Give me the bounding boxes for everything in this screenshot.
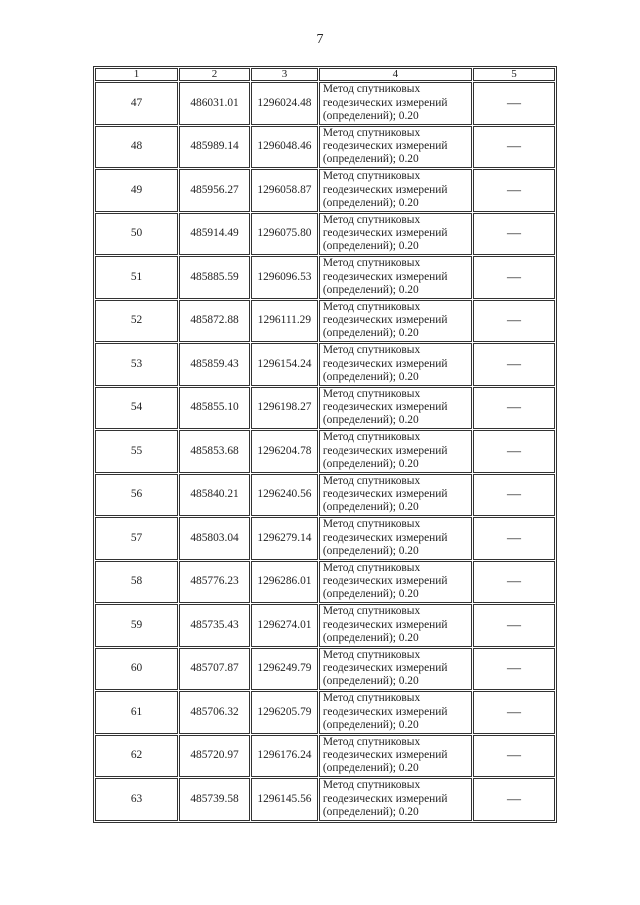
method-line: геодезических измерений (322, 792, 448, 805)
coord-x: 485707.87 (179, 648, 250, 691)
method-cell (319, 474, 472, 517)
method-line: Метод спутниковых (322, 126, 421, 139)
coord-x: 485872.88 (179, 300, 250, 343)
method-line: геодезических измерений (322, 444, 448, 457)
col5-dash: — (473, 82, 555, 125)
method-line: (определений); 0.20 (322, 196, 419, 209)
col5-dash: — (473, 604, 555, 647)
method-line: Метод спутниковых (322, 779, 421, 792)
coord-y: 1296205.79 (251, 691, 318, 734)
coord-y: 1296048.46 (251, 126, 318, 169)
point-number: 61 (95, 691, 178, 734)
coord-x: 485885.59 (179, 256, 250, 299)
coord-x: 485859.43 (179, 343, 250, 386)
coord-y: 1296274.01 (251, 604, 318, 647)
method-line: Метод спутниковых (322, 605, 421, 618)
col5-dash: — (473, 169, 555, 212)
table-row (95, 517, 555, 560)
method-line: Метод спутниковых (322, 257, 421, 270)
table-row (95, 256, 555, 299)
coord-y: 1296058.87 (251, 169, 318, 212)
point-number: 49 (95, 169, 178, 212)
coord-y: 1296075.80 (251, 213, 318, 256)
method-line: (определений); 0.20 (322, 457, 419, 470)
point-number: 50 (95, 213, 178, 256)
coord-x: 485739.58 (179, 778, 250, 821)
table-body (95, 82, 555, 821)
point-number: 54 (95, 387, 178, 430)
table-row (95, 430, 555, 473)
col5-dash: — (473, 256, 555, 299)
method-line: Метод спутниковых (322, 170, 421, 183)
table-row (95, 387, 555, 430)
table-row (95, 474, 555, 517)
method-line: (определений); 0.20 (322, 805, 419, 818)
table-row (95, 735, 555, 778)
point-number: 48 (95, 126, 178, 169)
method-line: Метод спутниковых (322, 474, 421, 487)
col5-dash: — (473, 778, 555, 821)
method-line: геодезических измерений (322, 662, 448, 675)
method-line: геодезических измерений (322, 531, 448, 544)
method-cell (319, 778, 472, 821)
method-line: геодезических измерений (322, 140, 448, 153)
coordinates-table (93, 66, 557, 823)
coord-x: 485706.32 (179, 691, 250, 734)
method-line: (определений); 0.20 (322, 762, 419, 775)
method-line: Метод спутниковых (322, 387, 421, 400)
method-line: (определений); 0.20 (322, 414, 419, 427)
method-line: Метод спутниковых (322, 692, 421, 705)
method-line: Метод спутниковых (322, 344, 421, 357)
coord-y: 1296204.78 (251, 430, 318, 473)
method-line: Метод спутниковых (322, 648, 421, 661)
col5-dash: — (473, 517, 555, 560)
coord-x: 485855.10 (179, 387, 250, 430)
method-cell (319, 561, 472, 604)
method-line: геодезических измерений (322, 705, 448, 718)
method-line: (определений); 0.20 (322, 718, 419, 731)
method-line: геодезических измерений (322, 749, 448, 762)
method-line: (определений); 0.20 (322, 370, 419, 383)
method-cell (319, 169, 472, 212)
method-line: (определений); 0.20 (322, 544, 419, 557)
method-line: (определений); 0.20 (322, 109, 419, 122)
coord-y: 1296286.01 (251, 561, 318, 604)
coord-y: 1296024.48 (251, 82, 318, 125)
method-line: (определений); 0.20 (322, 588, 419, 601)
coord-y: 1296198.27 (251, 387, 318, 430)
col5-dash: — (473, 343, 555, 386)
method-cell (319, 387, 472, 430)
method-cell (319, 517, 472, 560)
coord-y: 1296154.24 (251, 343, 318, 386)
method-line: Метод спутниковых (322, 561, 421, 574)
method-line: геодезических измерений (322, 575, 448, 588)
method-line: Метод спутниковых (322, 83, 421, 96)
method-line: Метод спутниковых (322, 518, 421, 531)
table-row (95, 343, 555, 386)
coord-y: 1296176.24 (251, 735, 318, 778)
col5-dash: — (473, 213, 555, 256)
col5-dash: — (473, 648, 555, 691)
coord-y: 1296096.53 (251, 256, 318, 299)
table-row (95, 300, 555, 343)
method-cell (319, 604, 472, 647)
point-number: 57 (95, 517, 178, 560)
method-line: (определений); 0.20 (322, 675, 419, 688)
method-cell (319, 300, 472, 343)
method-line: геодезических измерений (322, 227, 448, 240)
page-number: 7 (316, 32, 324, 47)
method-line: (определений); 0.20 (322, 327, 419, 340)
coord-x: 485914.49 (179, 213, 250, 256)
method-line: Метод спутниковых (322, 431, 421, 444)
method-line: Метод спутниковых (322, 300, 421, 313)
method-cell (319, 691, 472, 734)
method-cell (319, 256, 472, 299)
coord-y: 1296240.56 (251, 474, 318, 517)
method-line: геодезических измерений (322, 401, 448, 414)
coord-x: 485720.97 (179, 735, 250, 778)
method-cell (319, 648, 472, 691)
coord-x: 485853.68 (179, 430, 250, 473)
coord-y: 1296145.56 (251, 778, 318, 821)
point-number: 51 (95, 256, 178, 299)
col5-dash: — (473, 735, 555, 778)
method-cell (319, 343, 472, 386)
table-row (95, 561, 555, 604)
header-col-4: 4 (319, 68, 472, 81)
header-col-1: 1 (95, 68, 178, 81)
method-cell (319, 126, 472, 169)
col5-dash: — (473, 126, 555, 169)
method-line: геодезических измерений (322, 96, 448, 109)
method-line: геодезических измерений (322, 618, 448, 631)
method-line: геодезических измерений (322, 183, 448, 196)
method-line: (определений); 0.20 (322, 153, 419, 166)
table-row (95, 169, 555, 212)
method-line: (определений); 0.20 (322, 501, 419, 514)
table-row (95, 778, 555, 821)
method-cell (319, 82, 472, 125)
col5-dash: — (473, 387, 555, 430)
method-line: (определений); 0.20 (322, 240, 419, 253)
point-number: 63 (95, 778, 178, 821)
col5-dash: — (473, 430, 555, 473)
coord-y: 1296279.14 (251, 517, 318, 560)
table-header-row (95, 68, 555, 81)
method-cell (319, 430, 472, 473)
table-row (95, 213, 555, 256)
point-number: 55 (95, 430, 178, 473)
coord-x: 485776.23 (179, 561, 250, 604)
method-line: геодезических измерений (322, 357, 448, 370)
point-number: 60 (95, 648, 178, 691)
point-number: 52 (95, 300, 178, 343)
method-line: Метод спутниковых (322, 213, 421, 226)
coord-x: 486031.01 (179, 82, 250, 125)
header-col-2: 2 (179, 68, 250, 81)
point-number: 58 (95, 561, 178, 604)
method-line: геодезических измерений (322, 314, 448, 327)
coord-y: 1296249.79 (251, 648, 318, 691)
method-line: Метод спутниковых (322, 735, 421, 748)
method-line: (определений); 0.20 (322, 631, 419, 644)
header-col-3: 3 (251, 68, 318, 81)
point-number: 47 (95, 82, 178, 125)
table-row (95, 126, 555, 169)
method-line: геодезических измерений (322, 270, 448, 283)
table-row (95, 604, 555, 647)
method-line: геодезических измерений (322, 488, 448, 501)
coord-x: 485840.21 (179, 474, 250, 517)
coord-x: 485989.14 (179, 126, 250, 169)
col5-dash: — (473, 300, 555, 343)
coord-x: 485735.43 (179, 604, 250, 647)
method-cell (319, 735, 472, 778)
col5-dash: — (473, 474, 555, 517)
coord-y: 1296111.29 (251, 300, 318, 343)
col5-dash: — (473, 561, 555, 604)
coord-x: 485803.04 (179, 517, 250, 560)
table-row (95, 648, 555, 691)
point-number: 53 (95, 343, 178, 386)
table-row (95, 82, 555, 125)
point-number: 59 (95, 604, 178, 647)
col5-dash: — (473, 691, 555, 734)
header-col-5: 5 (473, 68, 555, 81)
coord-x: 485956.27 (179, 169, 250, 212)
method-cell (319, 213, 472, 256)
point-number: 62 (95, 735, 178, 778)
point-number: 56 (95, 474, 178, 517)
method-line: (определений); 0.20 (322, 283, 419, 296)
table-row (95, 691, 555, 734)
